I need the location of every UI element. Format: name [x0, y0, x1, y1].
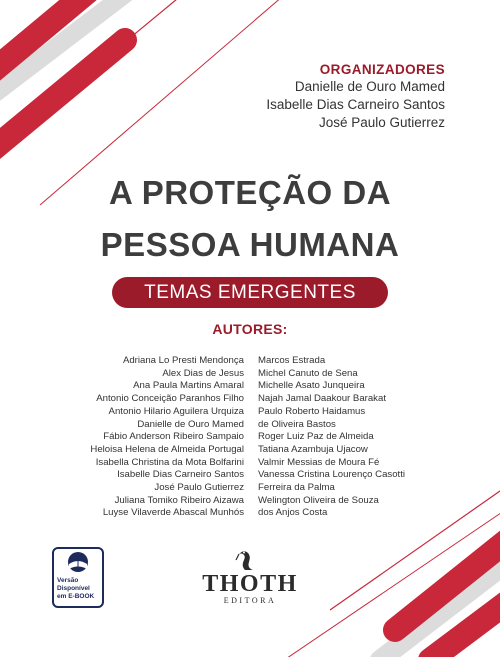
publisher-subtitle: EDITORA: [223, 596, 277, 605]
author-name: Danielle de Ouro Mamed: [137, 418, 244, 430]
author-name: dos Anjos Costa: [258, 507, 328, 519]
author-name: Isabelle Dias Carneiro Santos: [117, 469, 244, 481]
author-name: Fábio Anderson Ribeiro Sampaio: [103, 431, 244, 443]
organizer-name: José Paulo Gutierrez: [318, 115, 445, 130]
authors-list-right: [258, 355, 405, 520]
author-name: Alex Dias de Jesus: [162, 367, 244, 379]
authors-list-left: [90, 355, 244, 520]
author-name: Heloisa Helena de Almeida Portugal: [90, 443, 244, 455]
ebook-badge-line: Disponível: [57, 585, 90, 592]
author-name: Welington Oliveira de Souza: [258, 494, 379, 506]
organizers-label: ORGANIZADORES: [319, 62, 445, 77]
author-name: Vanessa Cristina Lourenço Casotti: [258, 469, 406, 481]
ebook-badge: [52, 547, 104, 608]
author-name: de Oliveira Bastos: [258, 418, 336, 430]
publisher-name: THOTH: [202, 571, 298, 597]
ebook-badge-line: em E-BOOK: [57, 593, 95, 600]
author-name: Adriana Lo Presti Mendonça: [122, 355, 244, 366]
organizers-block: [266, 62, 445, 132]
author-name: Valmir Messias de Moura Fé: [258, 456, 380, 468]
author-name: Ana Paula Martins Amaral: [133, 380, 244, 392]
organizer-name: Isabelle Dias Carneiro Santos: [266, 97, 445, 112]
author-name: Antonio Hilario Aguilera Urquiza: [108, 405, 244, 417]
author-name: Michelle Asato Junqueira: [258, 380, 365, 392]
authors-label: AUTORES:: [212, 321, 288, 337]
author-name: Najah Jamal Daakour Barakat: [258, 393, 386, 405]
author-name: Roger Luiz Paz de Almeida: [258, 431, 374, 443]
author-name: Luyse Vilaverde Abascal Munhós: [102, 507, 244, 519]
author-name: Tatiana Azambuja Ujacow: [258, 443, 368, 455]
publisher-logo: [188, 548, 312, 606]
author-name: Isabella Christina da Mota Bolfarini: [95, 456, 244, 468]
subtitle-banner: TEMAS EMERGENTES: [112, 277, 388, 308]
book-title-line-2: PESSOA HUMANA: [100, 226, 400, 263]
author-name: José Paulo Gutierrez: [154, 482, 244, 494]
ebook-badge-text: [57, 577, 94, 601]
author-name: Juliana Tomiko Ribeiro Aizawa: [114, 494, 244, 506]
organizer-name: Danielle de Ouro Mamed: [294, 79, 445, 94]
author-name: Michel Canuto de Sena: [258, 367, 358, 379]
ibis-bird-icon: [235, 548, 265, 572]
author-name: Paulo Roberto Haidamus: [258, 405, 366, 417]
book-title-line-1: A PROTEÇÃO DA: [108, 174, 392, 211]
author-name: Ferreira da Palma: [258, 482, 335, 494]
author-name: Marcos Estrada: [258, 355, 326, 366]
author-name: Antonio Conceição Paranhos Filho: [96, 393, 244, 405]
open-book-icon: [62, 552, 94, 576]
ebook-badge-line: Versão: [57, 577, 79, 584]
